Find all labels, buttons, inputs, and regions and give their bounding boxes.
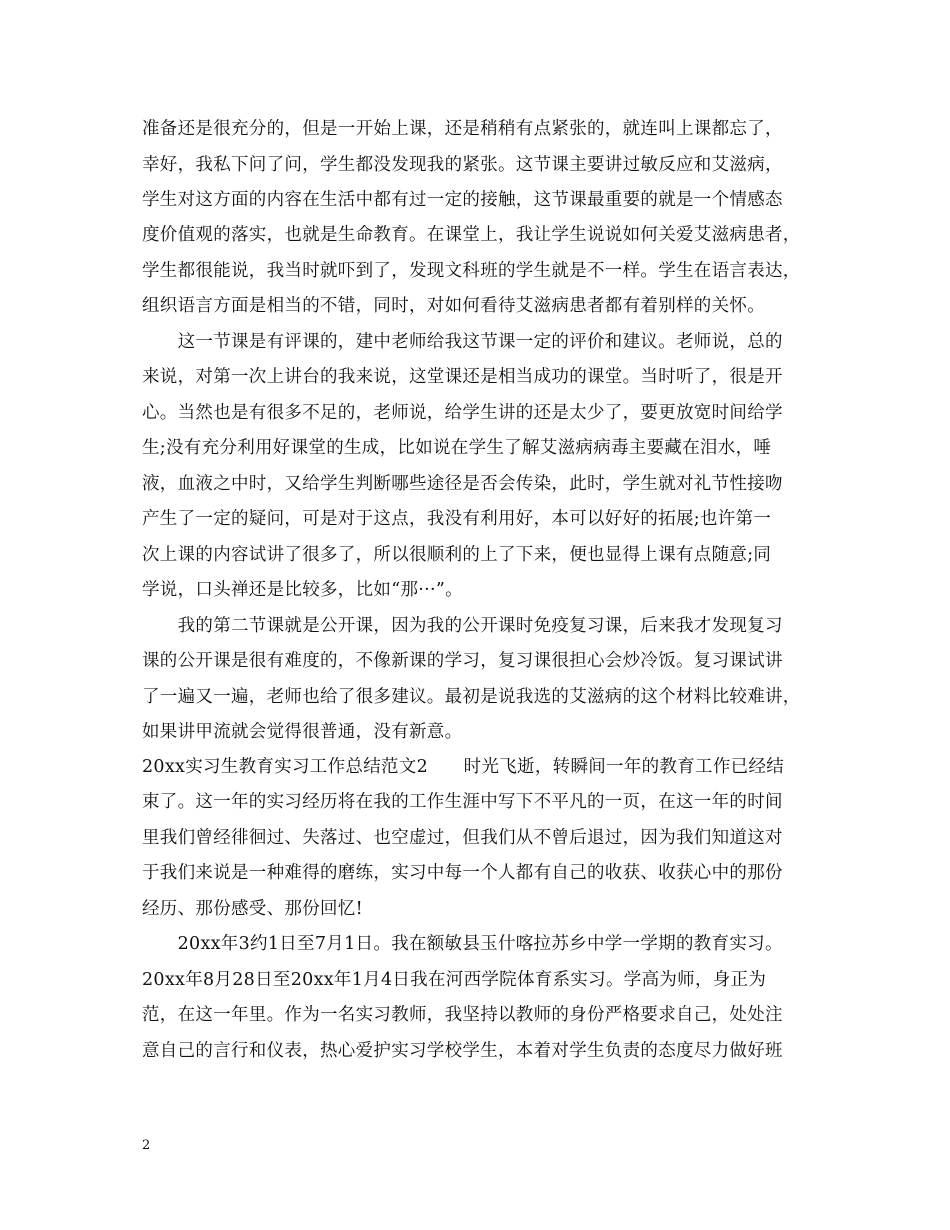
text-line: 范，在这一年里。作为一名实习教师，我坚持以教师的身份严格要求自己，处处注 [142,1005,783,1025]
text-line: 来说，对第一次上讲台的我来说，这堂课还是相当成功的课堂。当时听了，很是开 [142,367,783,387]
text-line: 组织语言方面是相当的不错，同时，对如何看待艾滋病患者都有着别样的关怀。 [142,296,765,316]
page-number: 2 [142,1138,151,1153]
text-line: 课的公开课是很有难度的，不像新课的学习，复习课很担心会炒冷饭。复习课试讲 [142,651,783,671]
text-line: 里我们曾经徘徊过、失落过、也空虚过，但我们从不曾后退过，因为我们知道这对 [142,828,783,848]
text-line: 学生对这方面的内容在生活中都有过一定的接触，这节课最重要的就是一个情感态 [142,190,783,210]
text-line: 度价值观的落实，也就是生命教育。在课堂上，我让学生说说如何关爱艾滋病患者， [142,225,801,245]
text-line: 液，血液之中时，又给学生判断哪些途径是否会传染，此时，学生就对礼节性接吻 [142,474,783,494]
text-line: 如果讲甲流就会觉得很普通，没有新意。 [142,722,463,742]
text-line: 产生了一定的疑问，可是对于这点，我没有利用好，本可以好好的拓展;也许第一 [142,509,772,529]
text-line: 生;没有充分利用好课堂的生成，比如说在学生了解艾滋病病毒主要藏在泪水，唾 [142,438,772,458]
text-line: 束了。这一年的实习经历将在我的工作生涯中写下不平凡的一页，在这一年的时间 [142,792,783,812]
text-line: 学生都很能说，我当时就吓到了，发现文科班的学生就是不一样。学生在语言表达， [142,261,801,281]
text-line: 于我们来说是一种难得的磨练，实习中每一个人都有自己的收获、收获心中的那份 [142,863,783,883]
text-line: 经历、那份感受、那份回忆! [142,899,363,919]
text-line: 准备还是很充分的，但是一开始上课，还是稍稍有点紧张的，就连叫上课都忘了， [142,119,783,139]
text-line: 学说，口头禅还是比较多，比如“那···”。 [142,580,463,600]
text-line: 次上课的内容试讲了很多了，所以很顺利的上了下来，便也显得上课有点随意;同 [142,545,772,565]
text-line: 心。当然也是有很多不足的，老师说，给学生讲的还是太少了，要更放宽时间给学 [142,403,783,423]
text-line: 幸好，我私下问了问，学生都没发现我的紧张。这节课主要讲过敏反应和艾滋病， [142,155,783,175]
text-line: 了一遍又一遍，老师也给了很多建议。最初是说我选的艾滋病的这个材料比较难讲， [142,687,801,707]
text-line: 意自己的言行和仪表，热心爱护实习学校学生，本着对学生负责的态度尽力做好班 [142,1041,783,1061]
text-line: 20xx实习生教育实习工作总结范文2 时光飞逝，转瞬间一年的教育工作已经结 [142,757,785,777]
text-line: 20xx年8月28日至20xx年1月4日我在河西学院体育系实习。学高为师，身正为 [142,970,767,990]
text-line: 20xx年3约1日至7月1日。我在额敏县玉什喀拉苏乡中学一学期的教育实习。 [142,934,783,954]
text-line: 这一节课是有评课的，建中老师给我这节课一定的评价和建议。老师说，总的 [142,332,783,352]
text-line: 我的第二节课就是公开课，因为我的公开课时免疫复习课，后来我才发现复习 [142,616,783,636]
